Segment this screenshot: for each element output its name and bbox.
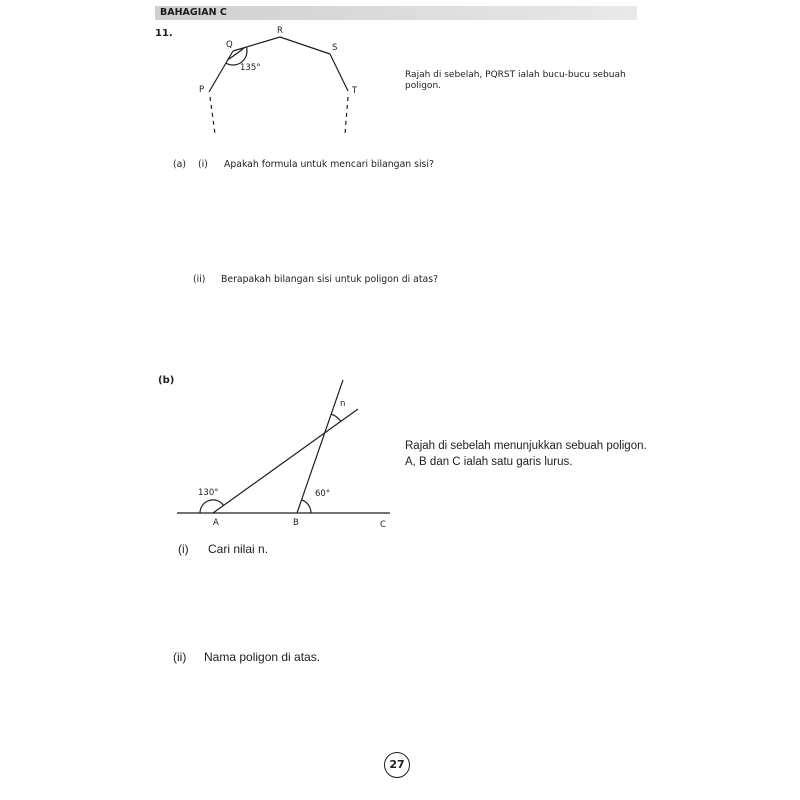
part-b-description-line-2: A, B dan C ialah satu garis lurus. <box>405 456 573 468</box>
part-b-ii-question: Nama poligon di atas. <box>204 650 321 664</box>
edge-st <box>330 54 348 91</box>
part-a-ii-question: Berapakah bilangan sisi untuk poligon di atas? <box>221 274 439 285</box>
angle-label-n: n <box>340 399 346 409</box>
page-number: 27 <box>384 752 410 778</box>
polygon-diagram <box>209 37 348 134</box>
angle-label-a: 130° <box>198 488 219 498</box>
dashed-edge-p <box>210 97 215 134</box>
point-label-b: B <box>293 518 299 528</box>
edge-pq <box>209 51 233 92</box>
dashed-edge-t <box>345 97 348 134</box>
angle-label-b: 60° <box>315 489 331 499</box>
part-b-i-label: (i) <box>178 542 189 556</box>
vertex-label-q: Q <box>226 40 233 50</box>
part-a-ii-label: (ii) <box>193 274 206 285</box>
part-b-i-question: Cari nilai n. <box>208 542 269 556</box>
vertex-label-p: P <box>199 85 205 95</box>
part-a-i-question: Apakah formula untuk mencari bilangan sisi? <box>224 159 434 170</box>
part-a-description-line-1: Rajah di sebelah, PQRST ialah bucu-bucu sebuah <box>405 70 626 80</box>
part-a-description-line-2: poligon. <box>405 81 442 91</box>
vertex-label-t: T <box>352 86 358 96</box>
part-a-i-label: (i) <box>198 159 208 170</box>
point-label-c: C <box>380 520 386 530</box>
vertex-label-r: R <box>277 26 283 36</box>
part-b-ii-label: (ii) <box>173 650 187 664</box>
edge-rs <box>280 37 330 54</box>
part-a-label: (a) <box>173 159 186 170</box>
angle-arc-b <box>302 500 311 513</box>
part-b-label: (b) <box>158 375 175 386</box>
section-title: BAHAGIAN C <box>160 7 227 18</box>
angle-arc-a <box>200 500 224 513</box>
vertex-label-s: S <box>332 43 338 53</box>
question-number: 11. <box>155 28 173 39</box>
line-from-a <box>213 409 358 513</box>
edge-qr <box>233 37 280 51</box>
angle-arc-n <box>331 414 341 421</box>
part-b-description-line-1: Rajah di sebelah menunjukkan sebuah poligon. <box>405 440 647 452</box>
angle-label-q: 135° <box>240 63 261 73</box>
point-label-a: A <box>213 518 219 528</box>
